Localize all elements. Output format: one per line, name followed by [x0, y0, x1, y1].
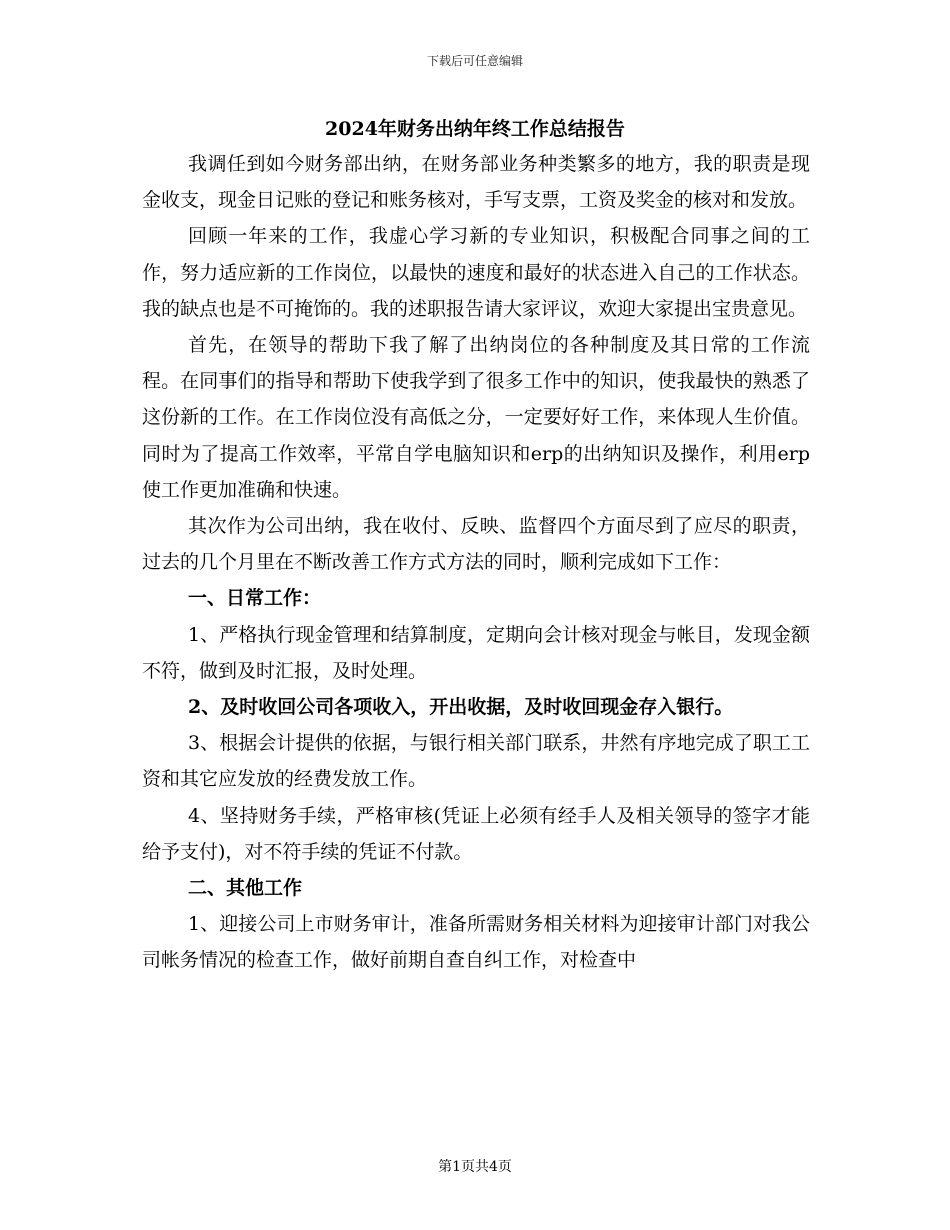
page-header: 下载后可任意编辑 [426, 54, 523, 68]
list-item: 3、根据会计提供的依据，与银行相关部门联系，井然有序地完成了职工工资和其它应发放的经费发放工作。 [142, 732, 810, 791]
page-footer: 第1页共4页 [438, 1159, 512, 1175]
list-item: 1、迎接公司上市财务审计，准备所需财务相关材料为迎接审计部门对我公司帐务情况的检查工作，做好前期自查自纠工作，对检查中 [142, 913, 810, 972]
list-item: 1、严格执行现金管理和结算制度，定期向会计核对现金与帐目，发现金额不符，做到及时汇报，及时处理。 [142, 623, 810, 682]
list-item-bold: 2、及时收回公司各项收入，开出收据，及时收回现金存入银行。 [188, 696, 734, 719]
list-item: 4、坚持财务手续，严格审核(凭证上必须有经手人及相关领导的签字才能给予支付)，对不符手续的凭证不付款。 [142, 804, 810, 863]
section-heading-daily-work: 一、日常工作： [188, 587, 322, 610]
paragraph: 回顾一年来的工作，我虚心学习新的专业知识，积极配合同事之间的工作，努力适应新的工作岗位，以最快的速度和最好的状态进入自己的工作状态。我的缺点也是不可掩饰的。我的述职报告请大家评议，欢迎大家提出宝贵意见。 [142, 225, 810, 320]
paragraph: 其次作为公司出纳，我在收付、反映、监督四个方面尽到了应尽的职责，过去的几个月里在不断改善工作方式方法的同时，顺利完成如下工作： [142, 515, 810, 574]
section-heading-other-work: 二、其他工作 [188, 877, 303, 900]
document-body [142, 146, 810, 979]
paragraph: 首先，在领导的帮助下我了解了出纳岗位的各种制度及其日常的工作流程。在同事们的指导和帮助下使我学到了很多工作中的知识，使我最快的熟悉了这份新的工作。在工作岗位没有高低之分，一定要好好工作，来体现人生价值。同时为了提高工作效率，平常自学电脑知识和erp的出纳知识及操作，利用erp使工作更加准确和快速。 [142, 334, 810, 501]
document-title: 2024年财务出纳年终工作总结报告 [325, 118, 625, 140]
paragraph: 我调任到如今财务部出纳，在财务部业务种类繁多的地方，我的职责是现金收支，现金日记账的登记和账务核对，手写支票，工资及奖金的核对和发放。 [142, 153, 810, 212]
